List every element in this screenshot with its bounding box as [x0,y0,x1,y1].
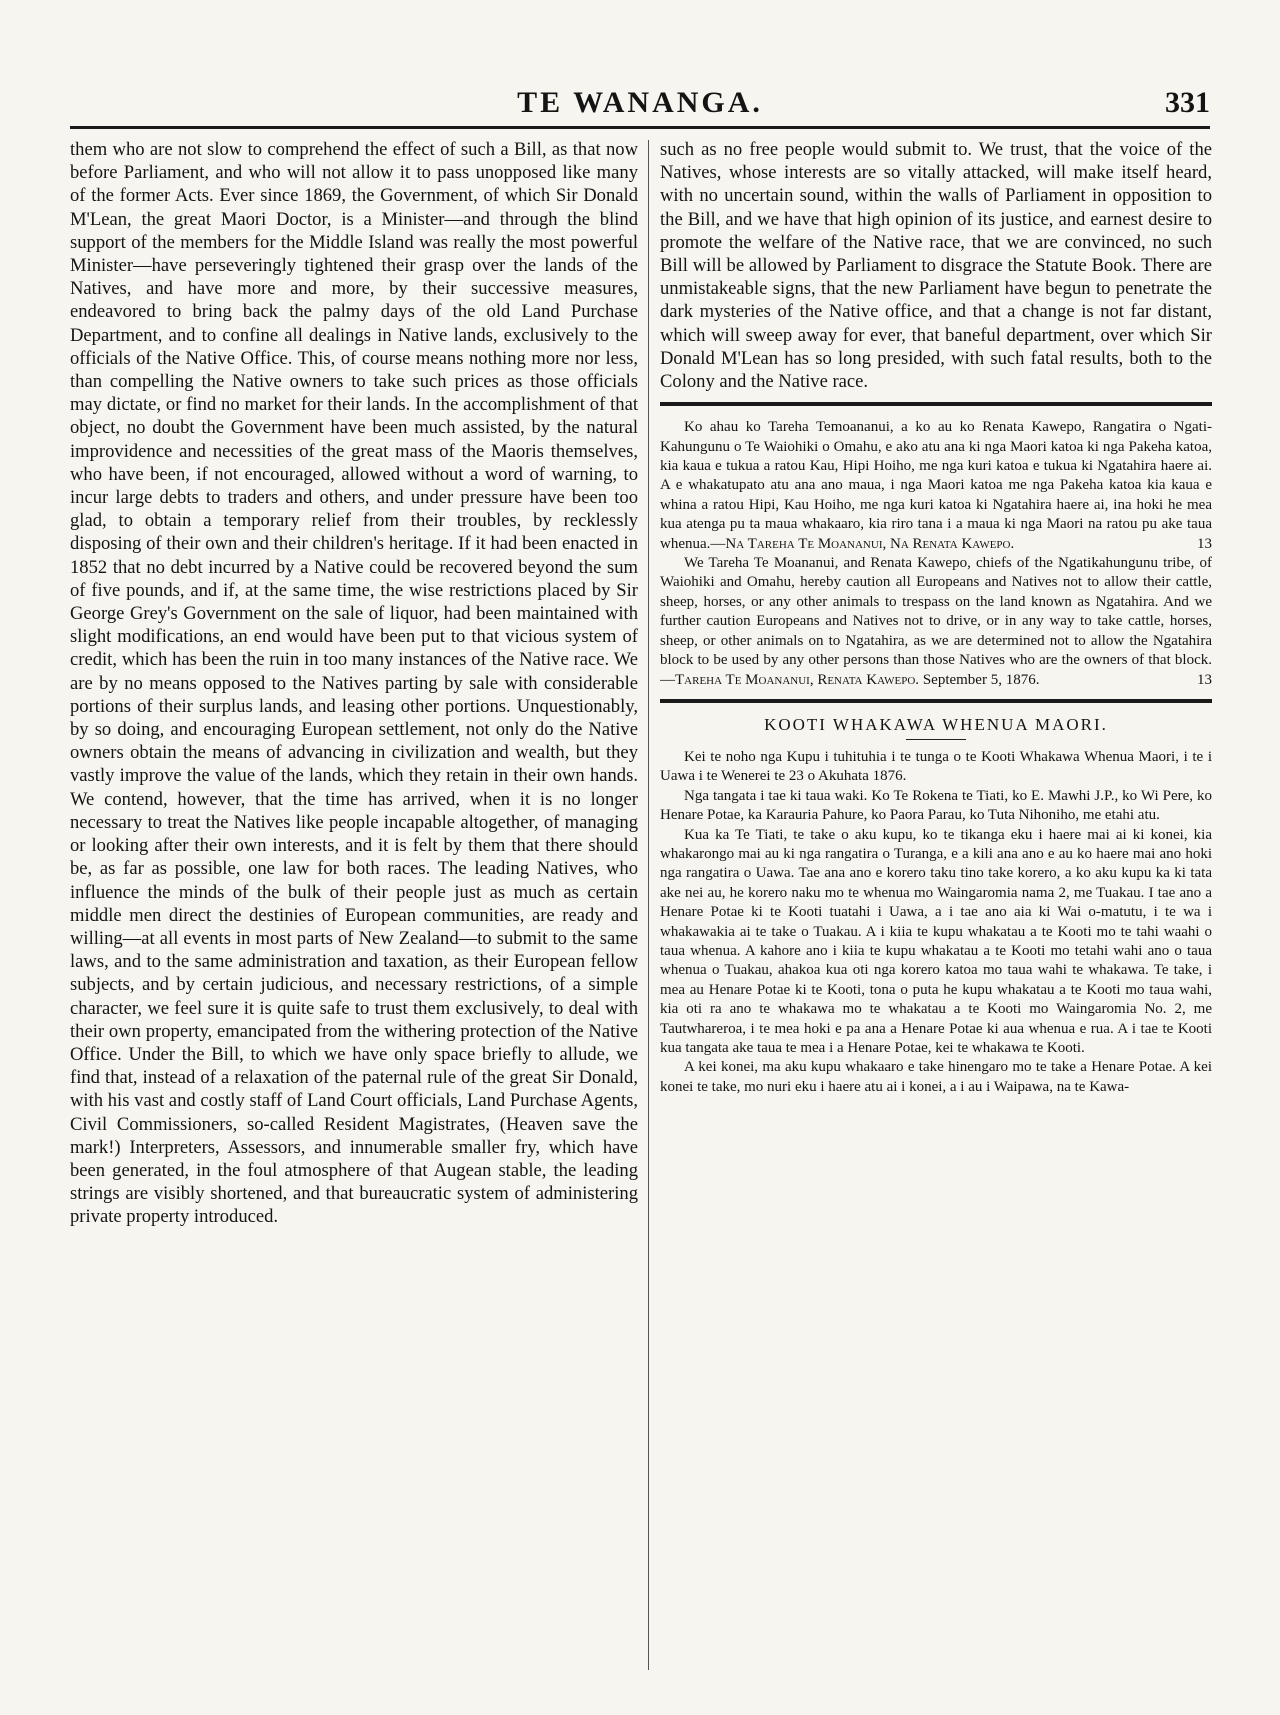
section-rule-2 [660,699,1212,703]
notice-english [660,554,1212,690]
column-separator [648,140,649,1670]
court-paragraph: A kei konei, ma aku kupu whakaaro e take hinengaro mo te take a Henare Potae. A kei konei te take, mo nuri eku i haere atu ai i konei, a i au i Waipawa, na te Kawa- [660,1059,1212,1095]
editorial-continuation: such as no free people would submit to. We trust, that the voice of the Natives, whose interests are so vitally attacked, will make itself heard, with no uncertain sound, within the walls of Parliament in opposition to the Bill, and we have that high opinion of its justice, and earnest desire to promote the welfare of the Native race, that we are convinced, no such Bill will be allowed by Parliament to disgrace the Statute Book. There are unmistakeable signs, that the new Parliament have begun to penetrate the dark mysteries of the Native office, and that a change is not far distant, which will sweep away for ever, that baneful department, over which Sir Donald M'Lean has so long presided, with such fatal results, both to the Colony and the Native race. [660,139,1212,393]
notice-maori-signature: Na Tareha Te Moananui, Na Renata Kawepo. [725,535,1015,552]
court-paragraph: Nga tangata i tae ki taua waki. Ko Te Rokena te Tiati, ko E. Mawhi J.P., ko Wi Pere, ko Henare Potae, ka Karauria Pahure, ko Paora Parau, ko Tuta Nihoniho, me etahi atu. [660,787,1212,824]
left-column [70,138,638,1678]
notice-english-number: 13 [1197,671,1212,688]
court-heading: KOOTI WHAKAWA WHENUA MAORI. [764,714,1108,734]
editorial-body: them who are not slow to comprehend the effect of such a Bill, as that now before Parliament, and who will not allow it to pass unopposed like many of the former Acts. Ever since 1869, the Government, of which Sir Donald M'Lean, the great Maori Doctor, is a Minister—and through the blind support of the members for the Middle Island was really the most powerful Minister—have perseveringly tightened their grasp over the lands of the Natives, and have more and more, by their successive measures, endeavored to bring back the palmy days of the old Land Purchase Department, and to confine all dealings in Native lands, exclusively to the officials of the Native Office. This, of course means nothing more nor less, than compelling the Native owners to take such prices as those officials may dictate, or find no market for their lands. In the accomplishment of that object, no doubt the Government have been much assisted, by the natural improvidence and necessities of the great mass of the Maoris themselves, who have been, if not encouraged, allowed without a word of warning, to incur large debts to traders and others, and under pressure have been too glad, to obtain a temporary relief from their troubles, by recklessly disposing of their own and their children's heritage. If it had been enacted in 1852 that no debt incurred by a Native could be recovered beyond the sum of five pounds, and if, at the same time, the wise restrictions placed by Sir George Grey's Government on the sale of liquor, had been maintained with slight modifications, an end would have been put to that vicious system of credit, which has been the ruin in too many instances of the Native race. We are by no means opposed to the Natives parting by sale with considerable portions of their surplus lands, and leasing other portions. Unquestionably, by so doing, and encouraging European settlement, not only do the Native owners obtain the means of advancing in civilization and wealth, but they vastly improve the value of the lands, which they retain in their own hands. We contend, however, that the time has arrived, when it is no longer necessary to treat the Natives like people incapable altogether, of managing or looking after their own interests, and it is felt by them that there should be, as far as possible, one law for both races. The leading Natives, who influence the minds of the bulk of their people just as much as certain middle men direct the destinies of European communities, are ready and willing—at all events in most parts of New Zealand—to submit to the same laws, and to the same administration and taxation, as their European fellow subjects, and by certain judicious, and necessary restrictions, of a simple character, we feel sure it is quite safe to trust them exclusively, to deal with their own property, emancipated from the withering protection of the Native Office. Under the Bill, to which we have only space briefly to allude, we find that, instead of a relaxation of the paternal rule of the great Sir Donald, with his vast and costly staff of Land Court officials, Land Purchase Agents, Civil Commissioners, so-called Resident Magistrates, (Heaven save the mark!) Interpreters, Assessors, and innumerable smaller fry, which have been generated, in the foul atmosphere of that Augean stable, the leading strings are visibly shortened, and that bureaucratic system of administering private property introduced. [70,139,638,1228]
newspaper-title: TE WANANGA. [517,86,763,119]
notice-english-date: September 5, 1876. [922,671,1040,688]
notice-maori [660,418,1212,554]
court-paragraph: Kua ka Te Tiati, te take o aku kupu, ko te tikanga eku i haere mai ai ki konei, kia whakarongo mai au ki nga rangatira o Turanga, e a kili ana ano e au ko haere mai ano hoki nga rangatira o Uawa. Tae ana ano e korero taku tino take korero, a ko aku kupu ka ki tata ake nei au, he korero naku mo te whenua mo Waingaromia nama 2, me Tuakau. I tae ano a Henare Potae ki te Kooti tuatahi i Uawa, a i tae ano aia ki Wai o-matutu, i te wa i whakawakia ai te take o Tuakau. A i kiia te kupu whakatau a te Kooti mo te tahi waahi o taua whenua. A kahore ano i kiia te kupu whakatau a te Kooti mo tetahi wahi ano o taua whenua o Tuakau, ahakoa kua oti nga korero katoa mo taua wahi te whakawa. Te take, i mea au Henare Potae ki te Kooti, tona o puta he kupu whakatau a te Kooti mo taua wahi, kia oti ra ano te whakawa mo te whakatau a te Kooti mo Waingaromia No. 2, me Tautwhareroa, i te mea hoki e pa ana a Henare Potae ki aua whenua e rua. A i tae te Kooti kua tangata ake taua te mea i a Henare Potae, kei te whakawa te Kooti. [660,826,1212,1057]
court-paragraph: Kei te noho nga Kupu i tuhituhia i te tunga o te Kooti Whakawa Whenua Maori, i te i Uawa i te Wenerei te 23 o Akuhata 1876. [660,748,1212,785]
page-header [70,86,1210,126]
header-rule [70,126,1210,129]
section-rule [660,402,1212,406]
page-number: 331 [1165,86,1210,119]
notice-english-signature: Tareha Te Moananui, Renata Kawepo. [675,671,920,688]
right-column [660,138,1212,1678]
notice-maori-number: 13 [1197,535,1212,552]
heading-underline [906,739,966,740]
notice-english-text: We Tareha Te Moananui, and Renata Kawepo, chiefs of the Ngatikahungunu tribe, of Waiohiki and Omahu, hereby caution all Europeans and Natives not to allow their cattle, sheep, horses, or any other animals to trespass on the land known as Ngatahira. And we further caution Europeans and Natives not to drive, or in any way to take cattle, horses, sheep, or other animals on to Ngatahira, as we are determined not to allow the Ngatahira block to be used by any other persons than those Natives who are the owners of that block.— [660,555,1212,688]
notice-maori-text: Ko ahau ko Tareha Temoananui, a ko au ko Renata Kawepo, Rangatira o Ngati-Kahungunu o Te Waiohiki o Omahu, e ako atu ana ki nga Maori katoa ki nga Pakeha katoa, kia kaua e tukua a ratou Kau, Hipi Hoiho, me nga kuri katoa e tukua ki Ngatahira haere ai. A e whakatupato atu ana ano maua, i nga Maori katoa me nga Pakeha katoa kia kaua e whina a ratou Hipi, Kau Hoiho, me nga kuri katoa ki Ngatahira haere ai, ina hoki he mea kua atenga pu ta maua whakaaro, kia riro tana i a maua ki nga Maori na ratou pu ake taua whenua.— [660,419,1212,552]
